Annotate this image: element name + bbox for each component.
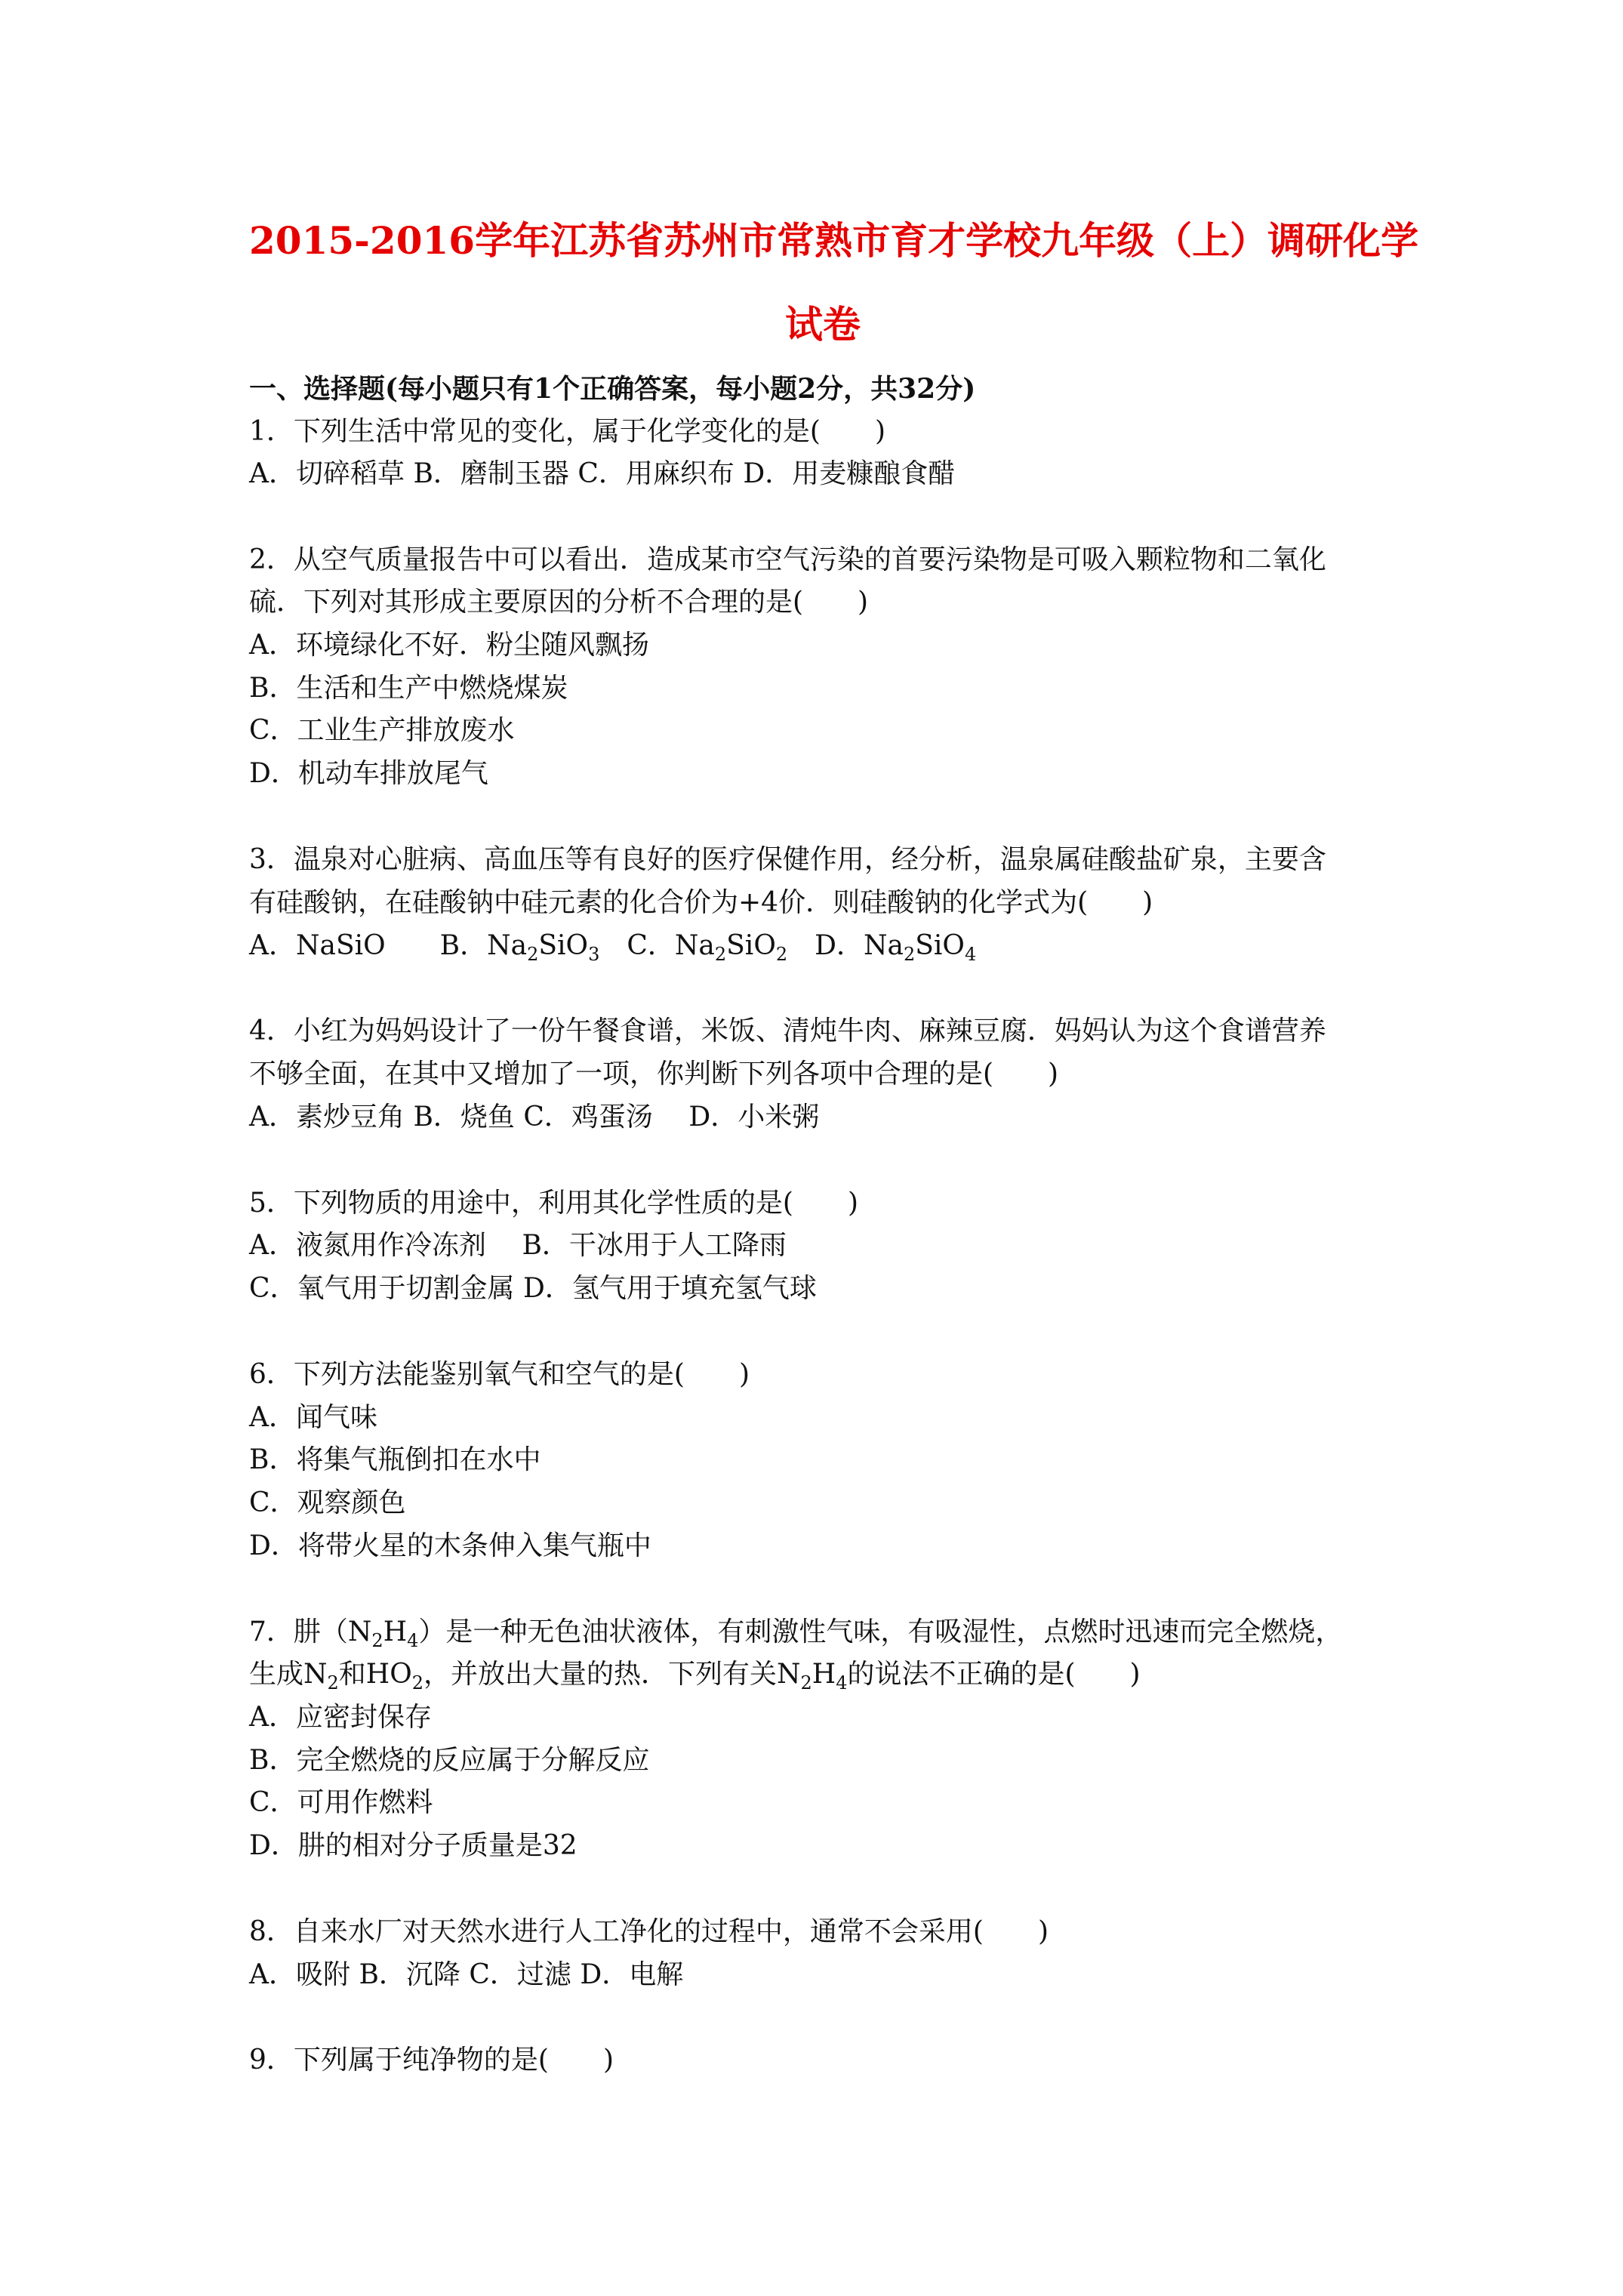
question-3-option-d: D．$Na_2SiO_4$ <box>815 930 977 965</box>
question-5-options-line-2: C．氧气用于切割金属 D．氢气用于填充氢气球 <box>249 1273 817 1304</box>
question-3-option-c: C．$Na_2SiO_2$ <box>627 930 788 965</box>
question-6-option-d: D．将带火星的木条伸入集气瓶中 <box>249 1530 651 1561</box>
question-9-stem: 9．下列属于纯净物的是( ) <box>249 2045 614 2076</box>
question-2-stem-line-2: 硫．下列对其形成主要原因的分析不合理的是( ) <box>249 587 869 618</box>
question-5-stem: 5．下列物质的用途中，利用其化学性质的是( ) <box>249 1188 858 1219</box>
question-1-options: A．切碎稻草 B．磨制玉器 C．用麻织布 D．用麦糠酿食醋 <box>249 458 956 489</box>
exam-title-line-2: 试卷 <box>785 302 861 347</box>
question-2-option-c: C．工业生产排放废水 <box>249 715 515 746</box>
question-2-stem-line-1: 2．从空气质量报告中可以看出．造成某市空气污染的首要污染物是可吸入颗粒物和二氧化 <box>249 544 1326 575</box>
question-7-stem-line-2: 生成$N_2$和$HO_2$，并放出大量的热．下列有关$N_2H_4$的说法不正确的是( ) <box>249 1659 1141 1693</box>
question-2-option-b: B．生活和生产中燃烧煤炭 <box>249 673 568 704</box>
question-7-option-a: A．应密封保存 <box>249 1702 432 1733</box>
question-6-option-b: B．将集气瓶倒扣在水中 <box>249 1444 541 1475</box>
question-4-options: A．素炒豆角 B．烧鱼 C．鸡蛋汤 D．小米粥 <box>249 1102 820 1133</box>
question-6-option-c: C．观察颜色 <box>249 1487 406 1518</box>
question-3-stem-line-1: 3．温泉对心脏病、高血压等有良好的医疗保健作用，经分析，温泉属硅酸盐矿泉，主要含 <box>249 844 1326 875</box>
question-3-option-a: A．NaSiO <box>249 930 386 961</box>
question-7-option-d: D．肼的相对分子质量是32 <box>249 1830 577 1861</box>
question-4-stem-line-2: 不够全面，在其中又增加了一项，你判断下列各项中合理的是( ) <box>249 1059 1059 1089</box>
exam-title-line-1: 2015-2016学年江苏省苏州市常熟市育才学校九年级（上）调研化学 <box>249 218 1419 263</box>
question-1-stem: 1．下列生活中常见的变化，属于化学变化的是( ) <box>249 416 885 447</box>
question-3-options <box>249 929 976 963</box>
question-2-option-a: A．环境绿化不好．粉尘随风飘扬 <box>249 630 649 661</box>
question-7-option-b: B．完全燃烧的反应属于分解反应 <box>249 1745 650 1776</box>
question-3-stem-line-2: 有硅酸钠，在硅酸钠中硅元素的化合价为+4价．则硅酸钠的化学式为( ) <box>249 887 1153 918</box>
question-6-stem: 6．下列方法能鉴别氧气和空气的是( ) <box>249 1359 750 1390</box>
question-6-option-a: A．闻气味 <box>249 1402 377 1433</box>
question-5-options-line-1: A．液氮用作冷冻剂 B．干冰用于人工降雨 <box>249 1230 787 1261</box>
question-7-stem-line-1: 7．肼$(N_2H_4)$是一种无色油状液体，有刺激性气味，有吸湿性，点燃时迅速而完全燃烧， <box>249 1616 1343 1651</box>
question-4-stem-line-1: 4．小红为妈妈设计了一份午餐食谱，米饭、清炖牛肉、麻辣豆腐．妈妈认为这个食谱营养 <box>249 1015 1326 1046</box>
question-3-option-b: B．$Na_2SiO_3$ <box>439 930 600 965</box>
question-8-options: A．吸附 B．沉降 C．过滤 D．电解 <box>249 1959 684 1990</box>
question-2-option-d: D．机动车排放尾气 <box>249 758 488 789</box>
question-8-stem: 8．自来水厂对天然水进行人工净化的过程中，通常不会采用( ) <box>249 1916 1049 1947</box>
question-7-option-c: C．可用作燃料 <box>249 1787 433 1818</box>
section-heading: 一、选择题(每小题只有1个正确答案，每小题2分，共32分) <box>249 373 976 405</box>
